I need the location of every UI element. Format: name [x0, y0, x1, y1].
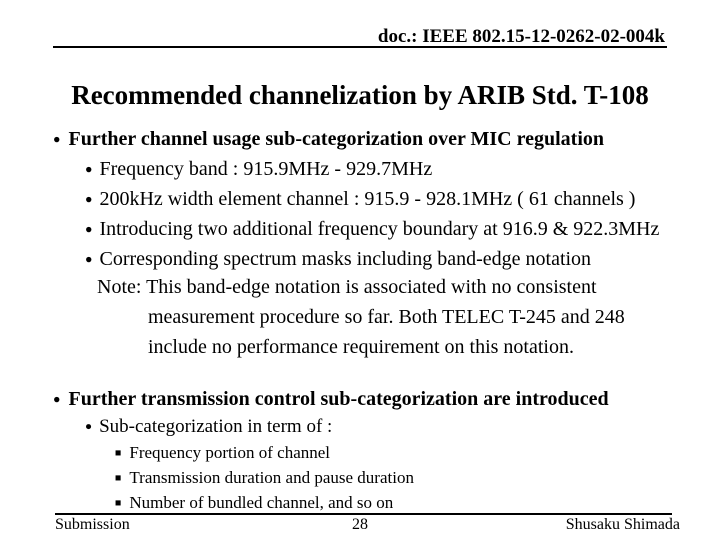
bullet-icon: ●	[53, 131, 61, 146]
bullet-icon: ■	[115, 498, 122, 510]
section1-heading-row	[53, 129, 604, 149]
section2-subheading: Sub-categorization in term of :	[99, 416, 333, 437]
section1-item-row	[85, 219, 659, 239]
bullet-icon: ●	[85, 161, 93, 176]
section2-heading-row	[53, 389, 609, 409]
bullet-icon: ●	[85, 221, 93, 236]
bullet-icon: ■	[115, 473, 122, 485]
section2-item-row	[115, 494, 393, 511]
header-divider	[53, 46, 667, 48]
doc-number: doc.: IEEE 802.15-12-0262-02-004k	[377, 26, 665, 47]
footer-submission: Submission	[55, 516, 130, 533]
section2-item: Frequency portion of channel	[129, 443, 331, 462]
section1-heading: Further channel usage sub-categorization over MIC regulation	[68, 128, 605, 150]
section1-item-row	[85, 189, 635, 209]
bullet-icon: ●	[85, 419, 93, 433]
section1-item: Introducing two additional frequency boundary at 916.9 & 922.3MHz	[99, 218, 660, 240]
section1-item: Corresponding spectrum masks including band-edge notation	[99, 248, 592, 270]
section1-item-row	[85, 249, 591, 269]
section2-subheading-row	[85, 417, 332, 436]
note-line: Note: This band-edge notation is associated with no consistent	[97, 276, 597, 298]
page-title: Recommended channelization by ARIB Std. T-108	[71, 80, 649, 110]
section2-item-row	[115, 444, 330, 461]
section2-item: Transmission duration and pause duration	[129, 468, 414, 487]
bullet-icon: ●	[53, 391, 61, 406]
footer-author: Shusaku Shimada	[565, 516, 680, 533]
bullet-icon: ■	[115, 448, 122, 460]
bullet-icon: ●	[85, 191, 93, 206]
section2-item-row	[115, 469, 414, 486]
section2-item: Number of bundled channel, and so on	[129, 493, 394, 512]
section2-heading: Further transmission control sub-categorization are introduced	[68, 388, 609, 410]
note-line: measurement procedure so far. Both TELEC T-245 and 248	[148, 306, 625, 328]
section1-item-row	[85, 159, 432, 179]
footer-divider	[55, 513, 672, 515]
bullet-icon: ●	[85, 251, 93, 266]
note-line: include no performance requirement on this notation.	[148, 336, 574, 358]
section1-item: 200kHz width element channel : 915.9 - 928.1MHz ( 61 channels )	[99, 188, 636, 210]
section1-item: Frequency band : 915.9MHz - 929.7MHz	[99, 158, 433, 180]
page-number: 28	[352, 516, 368, 533]
